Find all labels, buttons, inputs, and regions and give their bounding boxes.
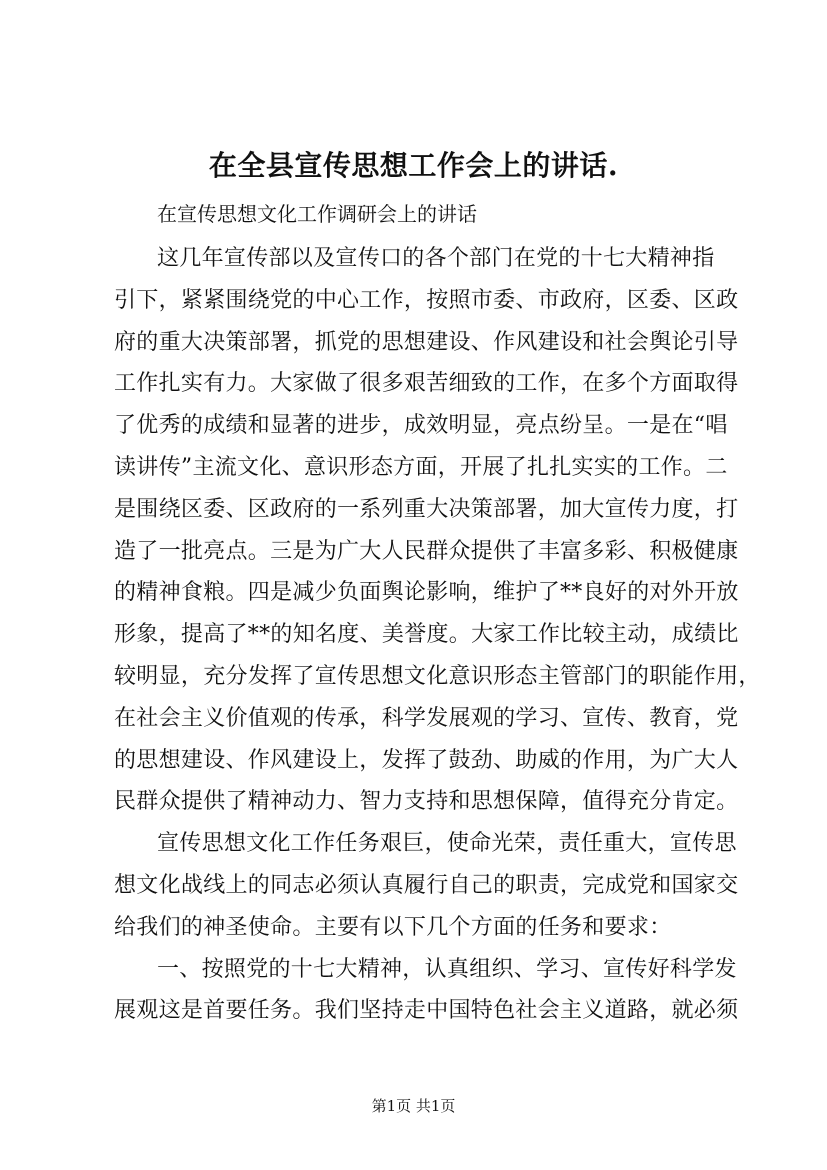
text-line: 在社会主义价值观的传承，科学发展观的学习、宣传、教育，党 [114,705,739,731]
text-line: 工作扎实有力。大家做了很多艰苦细致的工作，在多个方面取得 [114,371,739,397]
text-line: 民群众提供了精神动力、智力支持和思想保障，值得充分肯定。 [114,789,739,815]
text-line: 造了一批亮点。三是为广大人民群众提供了丰富多彩、积极健康 [114,538,739,564]
text-line: 一、按照党的十七大精神，认真组织、学习、宣传好科学发 [157,956,737,982]
text-line: 较明显，充分发挥了宣传思想文化意识形态主管部门的职能作用， [114,663,761,689]
text-line: 引下，紧紧围绕党的中心工作，按照市委、市政府，区委、区政 [114,287,739,313]
paragraph [114,238,761,823]
document-subtitle: 在宣传思想文化工作调研会上的讲话 [157,202,477,226]
text-line: 想文化战线上的同志必须认真履行自己的职责，完成党和国家交 [114,872,739,898]
text-line: 的思想建设、作风建设上，发挥了鼓劲、助威的作用，为广大人 [114,747,739,773]
text-line: 宣传思想文化工作任务艰巨，使命光荣，责任重大，宣传思 [157,831,737,857]
paragraph [114,823,739,948]
text-line: 读讲传”主流文化、意识形态方面，开展了扎扎实实的工作。二 [114,454,728,480]
text-line: 这几年宣传部以及宣传口的各个部门在党的十七大精神指 [157,246,715,271]
text-line: 给我们的神圣使命。主要有以下几个方面的任务和要求： [114,914,672,940]
text-line: 的精神食粮。四是减少负面舆论影响，维护了**良好的对外开放 [114,580,739,606]
text-line: 形象，提高了**的知名度、美誉度。大家工作比较主动，成绩比 [114,622,739,648]
page-number-footer: 第1页 共1页 [371,1097,456,1115]
text-line: 府的重大决策部署，抓党的思想建设、作风建设和社会舆论引导 [114,329,739,355]
text-line: 展观这是首要任务。我们坚持走中国特色社会主义道路，就必须 [114,998,739,1024]
paragraph [114,949,739,1033]
text-line: 了优秀的成绩和显著的进步，成效明显，亮点纷呈。一是在“唱 [114,413,728,439]
document-body [114,238,761,1032]
text-line: 是围绕区委、区政府的一系列重大决策部署，加大宣传力度，打 [114,496,739,522]
document-title: 在全县宣传思想工作会上的讲话. [208,149,619,182]
